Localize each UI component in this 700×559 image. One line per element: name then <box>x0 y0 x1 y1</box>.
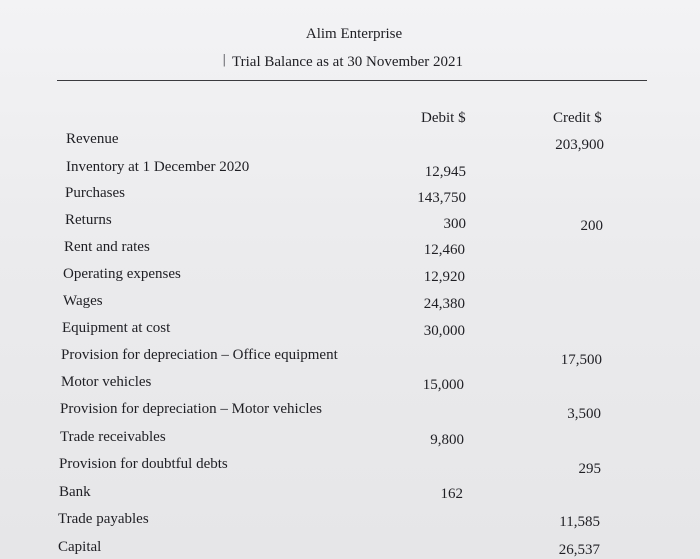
account-name: Trade payables <box>58 511 149 527</box>
debit-amount: 12,945 <box>424 164 466 180</box>
account-name: Revenue <box>66 131 119 147</box>
debit-amount: 30,000 <box>423 323 465 339</box>
company-name: Alim Enterprise <box>305 26 403 42</box>
account-name: Provision for depreciation – Motor vehicles <box>60 401 323 417</box>
account-name: Trade receivables <box>60 429 166 445</box>
text-cursor-icon: I <box>222 51 227 71</box>
credit-amount: 11,585 <box>559 514 600 530</box>
credit-amount: 295 <box>578 461 601 477</box>
debit-amount: 162 <box>440 486 463 502</box>
account-name: Returns <box>65 212 112 228</box>
account-name: Inventory at 1 December 2020 <box>66 159 250 175</box>
account-name: Equipment at cost <box>62 320 171 336</box>
document-title <box>222 52 463 71</box>
header-divider <box>57 80 647 81</box>
debit-amount: 12,460 <box>423 242 465 258</box>
account-name: Capital <box>58 539 102 555</box>
account-name: Rent and rates <box>64 239 150 255</box>
credit-amount: 26,537 <box>558 542 600 558</box>
account-name: Operating expenses <box>63 266 181 282</box>
credit-amount: 17,500 <box>560 352 602 368</box>
credit-amount: 200 <box>580 218 603 234</box>
debit-amount: 12,920 <box>423 269 465 285</box>
debit-amount: 143,750 <box>417 190 466 206</box>
credit-amount: 203,900 <box>555 137 604 153</box>
debit-amount: 300 <box>443 216 466 232</box>
account-name: Wages <box>63 293 103 309</box>
document-title-text: Trial Balance as at 30 November 2021 <box>232 54 464 70</box>
account-name: Provision for depreciation – Office equipment <box>61 347 338 363</box>
debit-amount: 9,800 <box>430 432 464 448</box>
account-name: Provision for doubtful debts <box>59 456 228 472</box>
credit-amount: 3,500 <box>567 406 601 422</box>
account-name: Motor vehicles <box>61 374 152 390</box>
debit-column-header: Debit $ <box>421 110 466 126</box>
credit-column-header: Credit $ <box>553 110 602 126</box>
account-name: Bank <box>59 484 91 500</box>
debit-amount: 24,380 <box>423 296 465 312</box>
account-name: Purchases <box>65 185 125 201</box>
debit-amount: 15,000 <box>422 377 464 393</box>
